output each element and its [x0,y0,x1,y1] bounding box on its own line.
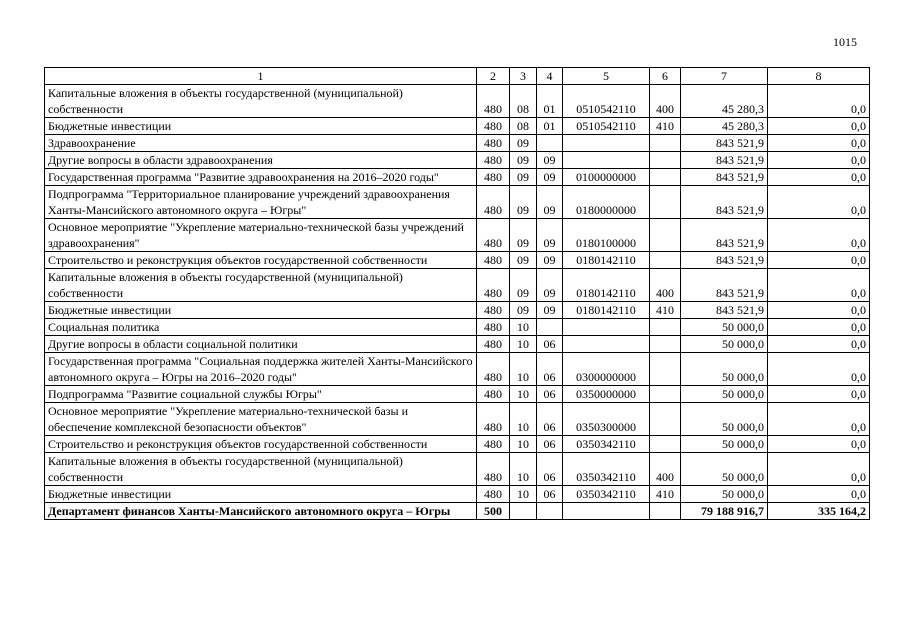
cell-amount-2: 0,0 [768,386,870,403]
cell-name: Строительство и реконструкция объектов государственной собственности [45,252,477,269]
cell-target-code: 0510542110 [563,118,650,135]
cell-amount-2: 0,0 [768,319,870,336]
cell-amount-2: 0,0 [768,269,870,302]
header-col-8: 8 [768,68,870,85]
cell-name: Бюджетные инвестиции [45,302,477,319]
cell-subsection: 09 [537,302,563,319]
header-col-3: 3 [510,68,537,85]
header-col-5: 5 [563,68,650,85]
cell-amount-2: 0,0 [768,85,870,118]
header-col-4: 4 [537,68,563,85]
header-row [45,68,870,85]
cell-section: 09 [510,186,537,219]
cell-target-code: 0180142110 [563,302,650,319]
cell-ministry: 480 [477,186,510,219]
table-row [45,269,870,302]
cell-amount-2: 0,0 [768,302,870,319]
cell-amount-2: 0,0 [768,169,870,186]
cell-section: 09 [510,219,537,252]
cell-ministry: 480 [477,135,510,152]
cell-target-code: 0350342110 [563,486,650,503]
header-col-6: 6 [650,68,681,85]
cell-ministry: 480 [477,302,510,319]
cell-amount-2: 0,0 [768,486,870,503]
cell-expense-type [650,252,681,269]
table-row [45,336,870,353]
cell-section: 09 [510,302,537,319]
cell-target-code: 0180142110 [563,269,650,302]
cell-ministry: 480 [477,386,510,403]
cell-expense-type [650,219,681,252]
cell-amount: 45 280,3 [681,85,768,118]
cell-section: 10 [510,353,537,386]
cell-ministry: 480 [477,169,510,186]
cell-subsection: 09 [537,169,563,186]
cell-ministry: 480 [477,403,510,436]
table-row [45,85,870,118]
cell-amount: 843 521,9 [681,186,768,219]
cell-ministry: 480 [477,269,510,302]
cell-name: Капитальные вложения в объекты государственной (муниципальной) собственности [45,453,477,486]
cell-section: 09 [510,152,537,169]
cell-section [510,503,537,520]
cell-amount: 45 280,3 [681,118,768,135]
cell-subsection: 01 [537,118,563,135]
cell-amount: 50 000,0 [681,336,768,353]
cell-amount: 50 000,0 [681,403,768,436]
cell-name: Капитальные вложения в объекты государственной (муниципальной) собственности [45,269,477,302]
table-row [45,486,870,503]
cell-amount-2: 0,0 [768,219,870,252]
cell-name: Подпрограмма "Развитие социальной службы Югры" [45,386,477,403]
cell-section: 09 [510,252,537,269]
cell-amount-2: 0,0 [768,436,870,453]
cell-section: 10 [510,453,537,486]
cell-section: 09 [510,135,537,152]
cell-name: Социальная политика [45,319,477,336]
cell-target-code: 0300000000 [563,353,650,386]
table-row [45,453,870,486]
cell-subsection: 06 [537,386,563,403]
cell-amount: 843 521,9 [681,302,768,319]
cell-target-code: 0180142110 [563,252,650,269]
cell-expense-type [650,353,681,386]
cell-amount-2: 0,0 [768,135,870,152]
cell-expense-type [650,135,681,152]
cell-target-code: 0350300000 [563,403,650,436]
cell-subsection [537,503,563,520]
cell-expense-type: 400 [650,453,681,486]
table-row [45,135,870,152]
cell-expense-type: 400 [650,85,681,118]
cell-name: Государственная программа "Социальная поддержка жителей Ханты-Мансийского автономного округа – Югры на 2016–2020 годы" [45,353,477,386]
cell-section: 09 [510,169,537,186]
cell-ministry: 480 [477,152,510,169]
cell-amount: 843 521,9 [681,252,768,269]
cell-amount-2: 0,0 [768,353,870,386]
cell-amount-2: 335 164,2 [768,503,870,520]
cell-subsection: 06 [537,403,563,436]
cell-section: 08 [510,118,537,135]
cell-amount: 843 521,9 [681,269,768,302]
cell-target-code: 0510542110 [563,85,650,118]
cell-section: 10 [510,436,537,453]
cell-expense-type [650,503,681,520]
cell-target-code: 0180100000 [563,219,650,252]
cell-amount-2: 0,0 [768,252,870,269]
cell-section: 10 [510,403,537,436]
cell-ministry: 480 [477,436,510,453]
cell-amount: 843 521,9 [681,152,768,169]
cell-amount: 79 188 916,7 [681,503,768,520]
cell-subsection: 09 [537,219,563,252]
cell-name: Основное мероприятие "Укрепление материально-технической базы и обеспечение комплексной безопасности объектов" [45,403,477,436]
cell-expense-type [650,336,681,353]
cell-subsection [537,135,563,152]
cell-amount-2: 0,0 [768,118,870,135]
table-row [45,302,870,319]
cell-section: 09 [510,269,537,302]
cell-section: 08 [510,85,537,118]
cell-target-code [563,503,650,520]
cell-target-code: 0350342110 [563,436,650,453]
cell-ministry: 480 [477,219,510,252]
cell-target-code: 0350342110 [563,453,650,486]
cell-ministry: 480 [477,85,510,118]
cell-expense-type: 400 [650,269,681,302]
table-row [45,403,870,436]
cell-amount: 50 000,0 [681,386,768,403]
cell-amount: 843 521,9 [681,169,768,186]
cell-amount: 843 521,9 [681,219,768,252]
table-row [45,186,870,219]
cell-expense-type: 410 [650,118,681,135]
cell-ministry: 480 [477,319,510,336]
header-col-7: 7 [681,68,768,85]
cell-target-code [563,135,650,152]
cell-subsection: 09 [537,269,563,302]
cell-amount-2: 0,0 [768,453,870,486]
budget-table [44,67,870,520]
table-row [45,436,870,453]
cell-name: Государственная программа "Развитие здравоохранения на 2016–2020 годы" [45,169,477,186]
table-row [45,219,870,252]
cell-expense-type [650,169,681,186]
cell-expense-type: 410 [650,486,681,503]
cell-name: Бюджетные инвестиции [45,486,477,503]
cell-ministry: 480 [477,252,510,269]
cell-expense-type [650,436,681,453]
table-row [45,252,870,269]
cell-amount: 50 000,0 [681,453,768,486]
cell-ministry: 480 [477,118,510,135]
cell-ministry: 480 [477,353,510,386]
cell-name: Другие вопросы в области социальной политики [45,336,477,353]
cell-subsection: 06 [537,353,563,386]
cell-target-code: 0180000000 [563,186,650,219]
cell-amount-2: 0,0 [768,152,870,169]
cell-amount: 50 000,0 [681,486,768,503]
cell-subsection: 01 [537,85,563,118]
cell-expense-type [650,386,681,403]
cell-name: Департамент финансов Ханты-Мансийского автономного округа – Югры [45,503,477,520]
cell-name: Здравоохранение [45,135,477,152]
header-col-1: 1 [45,68,477,85]
cell-name: Капитальные вложения в объекты государственной (муниципальной) собственности [45,85,477,118]
cell-target-code [563,336,650,353]
cell-expense-type [650,186,681,219]
cell-amount: 50 000,0 [681,353,768,386]
cell-name: Другие вопросы в области здравоохранения [45,152,477,169]
cell-amount-2: 0,0 [768,403,870,436]
cell-amount: 50 000,0 [681,319,768,336]
cell-name: Строительство и реконструкция объектов государственной собственности [45,436,477,453]
cell-amount: 50 000,0 [681,436,768,453]
cell-subsection: 06 [537,486,563,503]
table-row [45,386,870,403]
cell-expense-type [650,403,681,436]
cell-target-code [563,319,650,336]
cell-ministry: 500 [477,503,510,520]
cell-target-code [563,152,650,169]
cell-subsection: 06 [537,336,563,353]
table-row [45,169,870,186]
cell-ministry: 480 [477,453,510,486]
page-number: 1015 [833,35,857,49]
cell-section: 10 [510,319,537,336]
cell-section: 10 [510,386,537,403]
cell-section: 10 [510,486,537,503]
table-row [45,319,870,336]
cell-subsection: 09 [537,186,563,219]
table-row [45,118,870,135]
cell-ministry: 480 [477,336,510,353]
table-row [45,152,870,169]
cell-subsection: 06 [537,436,563,453]
cell-subsection: 09 [537,252,563,269]
cell-subsection: 06 [537,453,563,486]
cell-amount-2: 0,0 [768,186,870,219]
table-row [45,353,870,386]
cell-name: Бюджетные инвестиции [45,118,477,135]
cell-target-code: 0350000000 [563,386,650,403]
cell-expense-type [650,319,681,336]
cell-amount: 843 521,9 [681,135,768,152]
cell-expense-type [650,152,681,169]
cell-subsection [537,319,563,336]
cell-name: Основное мероприятие "Укрепление материально-технической базы учреждений здравоохранения" [45,219,477,252]
cell-section: 10 [510,336,537,353]
cell-amount-2: 0,0 [768,336,870,353]
header-col-2: 2 [477,68,510,85]
cell-subsection: 09 [537,152,563,169]
cell-target-code: 0100000000 [563,169,650,186]
cell-expense-type: 410 [650,302,681,319]
table-row [45,503,870,520]
cell-ministry: 480 [477,486,510,503]
cell-name: Подпрограмма "Территориальное планирование учреждений здравоохранения Ханты-Мансийского автономного округа – Югры" [45,186,477,219]
